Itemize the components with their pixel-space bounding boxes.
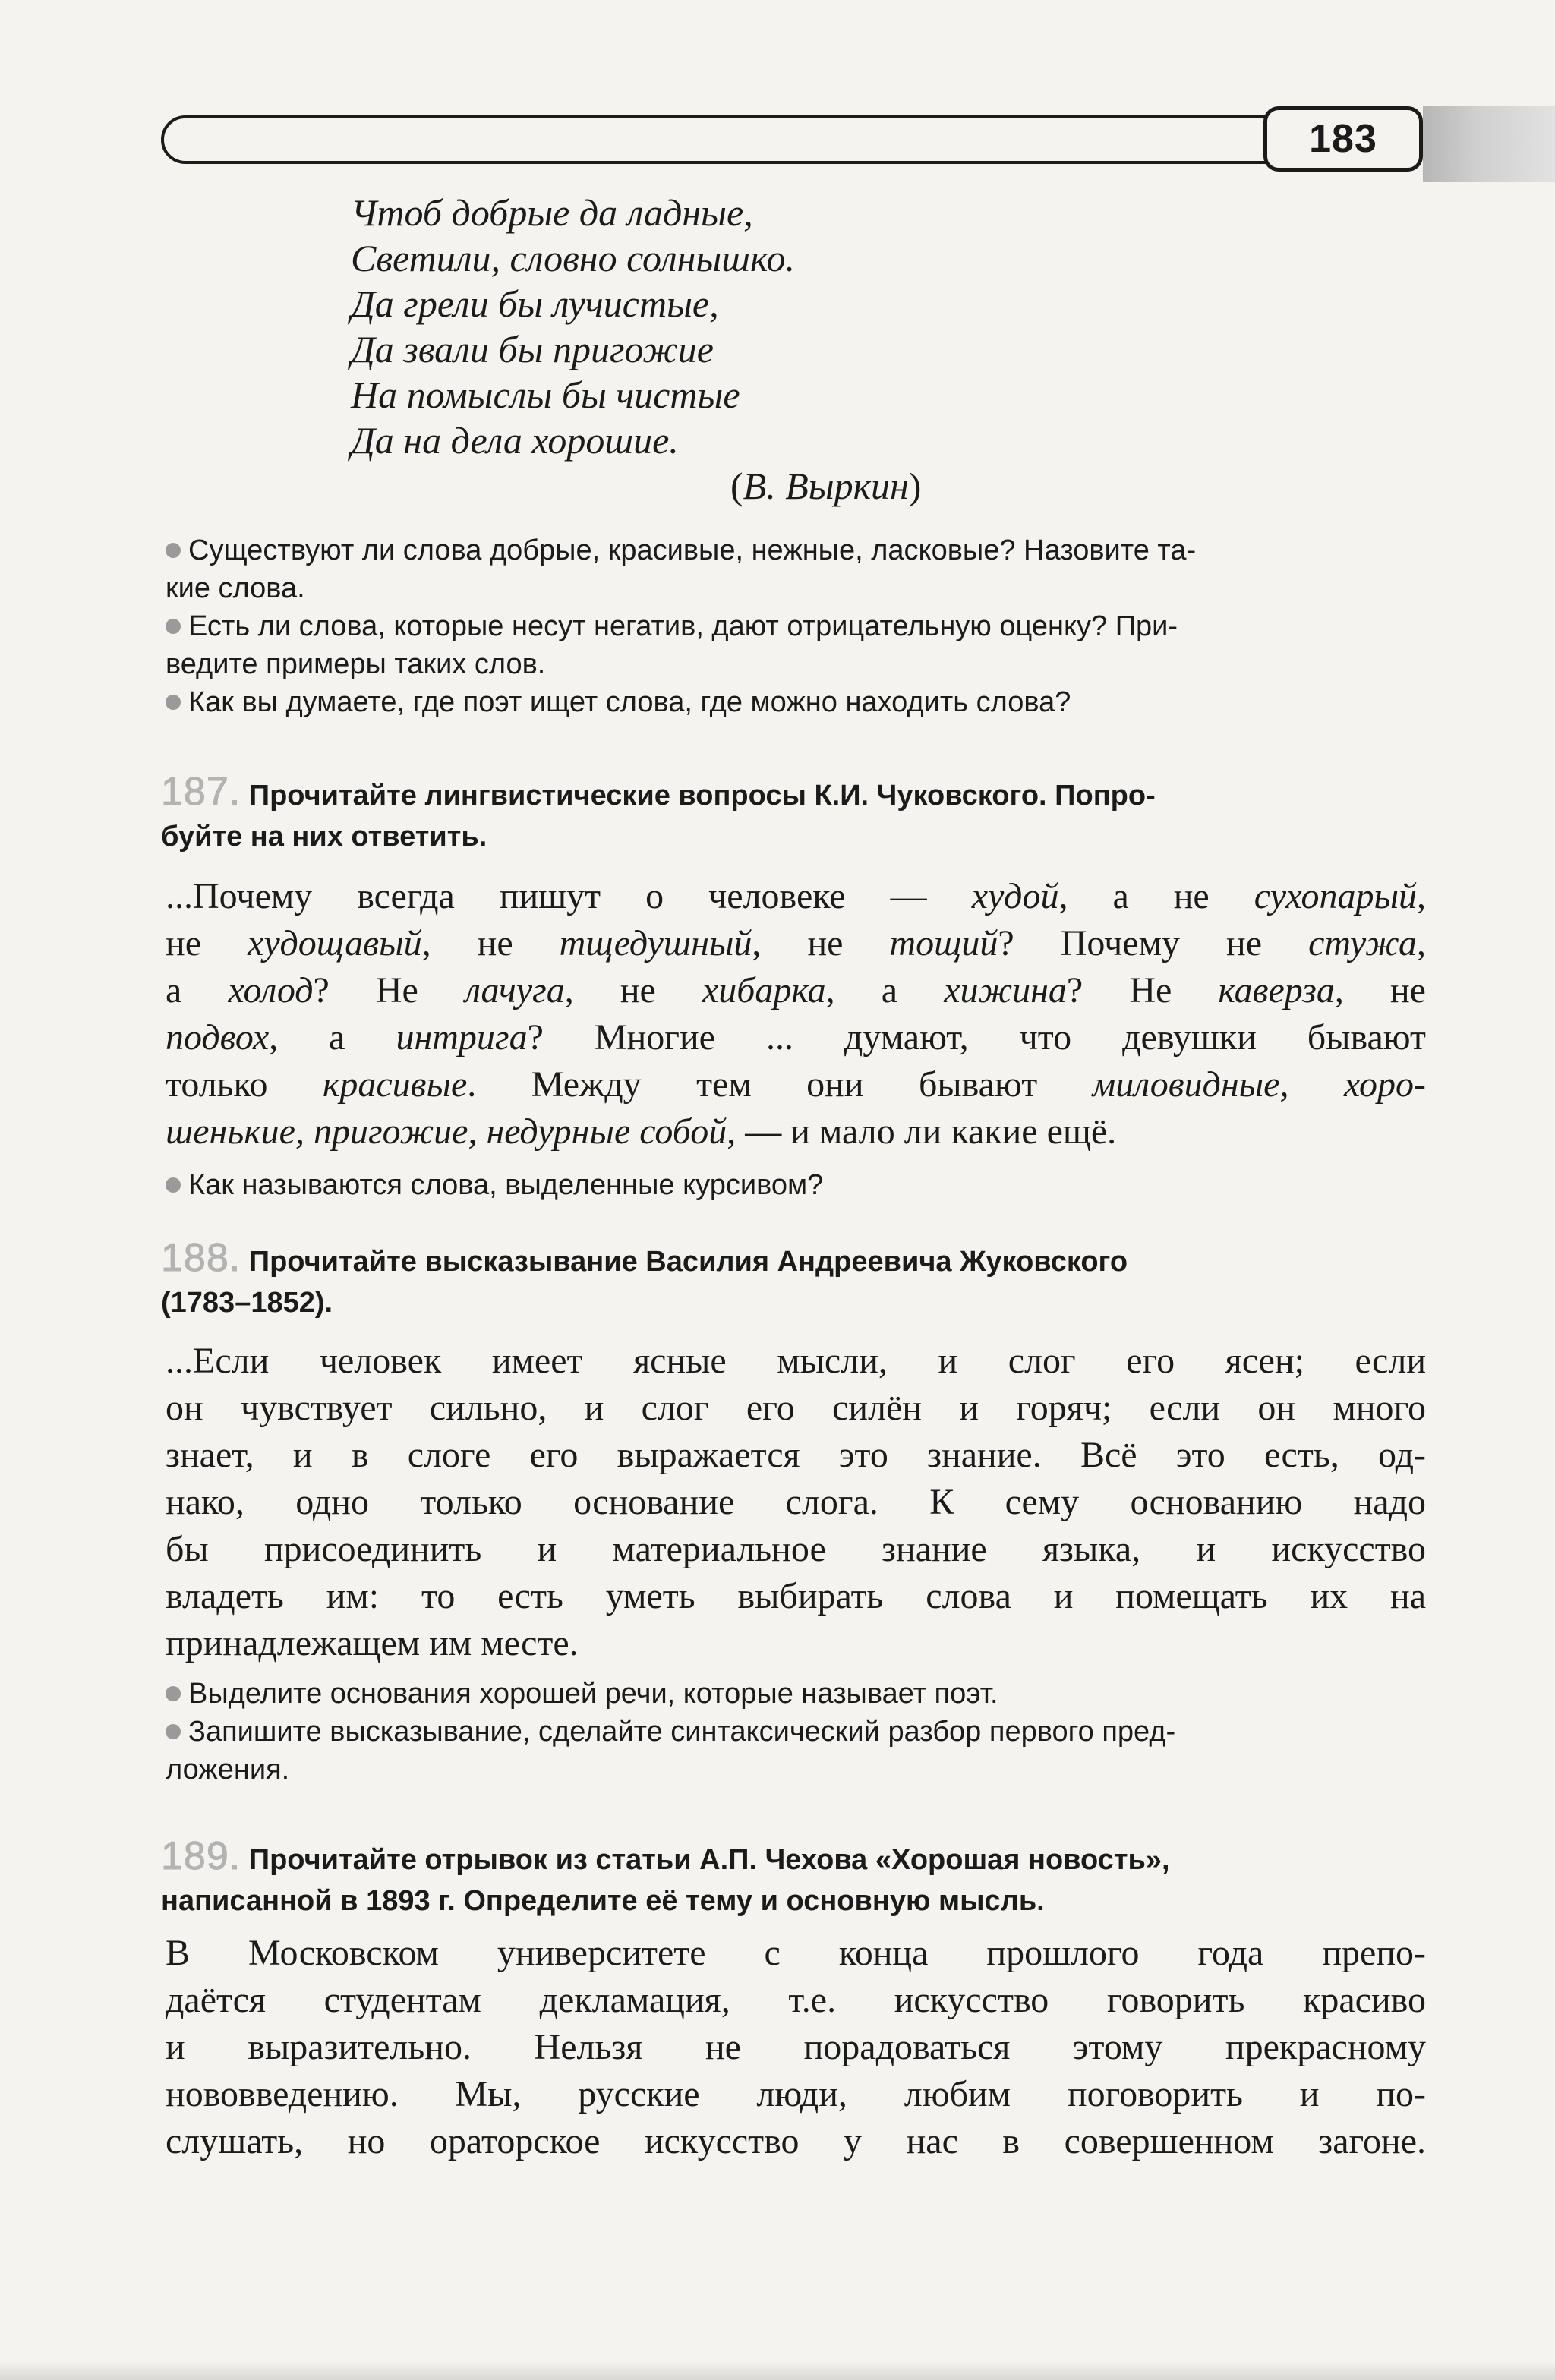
question-list-187 bbox=[166, 1166, 1426, 1204]
header-bar bbox=[161, 115, 1421, 164]
page-edge-shadow bbox=[1423, 106, 1555, 182]
poem-line: Да звали бы пригожие bbox=[351, 328, 714, 370]
page-bottom-shadow bbox=[0, 2361, 1555, 2380]
bullet-icon bbox=[166, 1724, 181, 1739]
exercise-number: 187. bbox=[161, 770, 241, 814]
bullet-icon bbox=[166, 695, 181, 710]
poem-author: (В. Выркин) bbox=[730, 465, 922, 507]
question-item-cont: кие слова. bbox=[166, 572, 305, 604]
question-item: Как называются слова, выделенные курсивом? bbox=[166, 1166, 1426, 1204]
poem-line: Да грели бы лучистые, bbox=[351, 282, 719, 325]
exercise-189-heading: 189. Прочитайте отрывок из статьи А.П. Чехова «Хорошая новость», написанной в 1893 г. Определите её тему и основную мысль. bbox=[161, 1834, 1170, 1917]
poem-author-name: В. Выркин bbox=[743, 465, 909, 507]
page-number: 183 bbox=[1309, 117, 1377, 161]
poem-line: Чтоб добрые да ладные, bbox=[351, 191, 753, 234]
question-list-poem bbox=[166, 531, 1426, 721]
exercise-189-text: В Московском университете с конца прошлого года препо- даётся студентам декламация, т.е. искусство говорить красиво и выразительно. Нельзя не порадоваться этому прекрасному нововведению. Мы, русские люди, любим поговорить и по- слушать, но ораторское искусство у нас в совершенном загоне. bbox=[166, 1933, 1426, 2161]
exercise-187-text: ...Почему всегда пишут о человеке — худой, а не сухопарый, не худощавый, не тщедушный, не тощий? Почему не стужа, а холод? Не лачуга, не хибарка, а хижина? Не каверза, не подвох, а интрига? Многие ... думают, что девушки бывают только красивые. Между тем они бывают миловидные, хоро- шенькие, пригожие, недурные собой, — и мало ли какие ещё. bbox=[166, 876, 1427, 1152]
bullet-icon bbox=[166, 1177, 181, 1193]
question-item: Существуют ли слова добрые, красивые, нежные, ласковые? Назовите та- bbox=[166, 531, 1426, 569]
poem-line: На помыслы бы чистые bbox=[351, 374, 740, 416]
question-item: Как вы думаете, где поэт ищет слова, где можно находить слова? bbox=[166, 683, 1426, 721]
question-list-188 bbox=[166, 1675, 1426, 1789]
poem-line: Светили, словно солнышко. bbox=[351, 237, 796, 279]
question-item-cont: ложения. bbox=[166, 1754, 290, 1786]
question-item: Запишите высказывание, сделайте синтаксический разбор первого пред- bbox=[166, 1713, 1426, 1751]
question-item-cont: ведите примеры таких слов. bbox=[166, 648, 546, 680]
bullet-icon bbox=[166, 1686, 181, 1701]
question-item: Выделите основания хорошей речи, которые называет поэт. bbox=[166, 1675, 1426, 1713]
exercise-number: 188. bbox=[161, 1236, 241, 1280]
page-number-box bbox=[1263, 106, 1423, 172]
poem-line: Да на дела хорошие. bbox=[351, 419, 679, 462]
exercise-187-heading: 187. Прочитайте лингвистические вопросы К.И. Чуковского. Попро- буйте на них ответить. bbox=[161, 770, 1156, 853]
exercise-188-text: ...Если человек имеет ясные мысли, и слог его ясен; если он чувствует сильно, и слог его силён и горяч; если он много знает, и в слоге его выражается это знание. Всё это есть, од- нако, одно только основание слога. К сему основанию надо бы присоединить и материальное знание языка, и искусство владеть им: то есть уметь выбирать слова и помещать их на принадлежащем им месте. bbox=[166, 1341, 1426, 1663]
bullet-icon bbox=[166, 619, 181, 634]
exercise-number: 189. bbox=[161, 1834, 241, 1878]
poem bbox=[351, 190, 1338, 463]
question-item: Есть ли слова, которые несут негатив, дают отрицательную оценку? При- bbox=[166, 607, 1426, 645]
bullet-icon bbox=[166, 543, 181, 558]
exercise-188-heading: 188. Прочитайте высказывание Василия Андреевича Жуковского (1783–1852). bbox=[161, 1236, 1128, 1319]
